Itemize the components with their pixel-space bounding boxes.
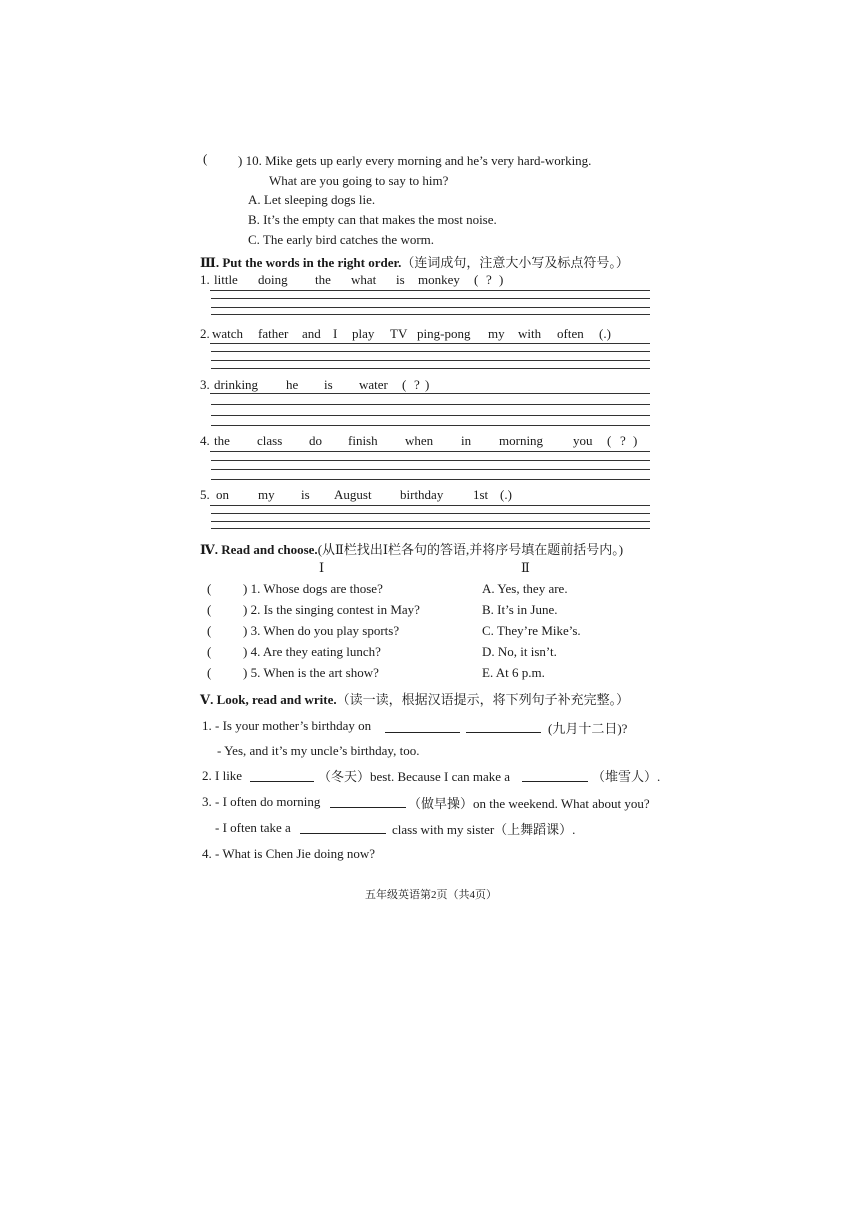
answer-paren[interactable]: ( [207, 581, 212, 596]
matching-answer: A. Yes, they are. [482, 581, 568, 596]
answer-paren[interactable]: ( [207, 623, 212, 638]
writing-line[interactable] [211, 307, 650, 308]
scrambled-word: when [405, 433, 434, 448]
s5-q3-hint: （做早操）on the weekend. What about you? [408, 796, 650, 811]
scrambled-word: (.) [500, 487, 512, 502]
scrambled-word: is [396, 272, 405, 287]
fill-blank[interactable] [385, 732, 460, 733]
answer-paren[interactable]: ( [203, 151, 208, 166]
writing-line[interactable] [211, 298, 650, 299]
scrambled-word: ( [474, 272, 479, 287]
scrambled-word: ) [633, 433, 638, 448]
q10-stem-line2: What are you going to say to him? [269, 173, 449, 188]
scrambled-word: watch [212, 326, 244, 341]
writing-line[interactable] [211, 360, 650, 361]
answer-paren[interactable]: ( [207, 665, 212, 680]
section3-heading [200, 252, 629, 271]
section5-heading [200, 689, 629, 708]
scrambled-word: he [286, 377, 299, 392]
q10-option-c: C. The early bird catches the worm. [248, 232, 435, 247]
fill-blank[interactable] [522, 781, 588, 782]
section3-heading-zh: （连词成句，注意大小写及标点符号。） [401, 255, 629, 270]
matching-question: ) 5. When is the art show? [243, 665, 379, 680]
scrambled-word: I [333, 326, 338, 341]
section4-heading-zh: (从Ⅱ栏找出Ⅰ栏各句的答语,并将序号填在题前括号内。) [317, 542, 624, 557]
fill-blank[interactable] [466, 732, 541, 733]
section5-heading-zh: （读一读，根据汉语提示，将下列句子补充完整。） [336, 692, 630, 707]
item-number: 5. [200, 487, 210, 502]
scrambled-word: ( [402, 377, 407, 392]
s5-q1-text: 1. - Is your mother’s birthday on [202, 718, 372, 733]
writing-line[interactable] [210, 393, 650, 394]
scrambled-word: ? [414, 377, 420, 392]
scrambled-word: the [214, 433, 230, 448]
fill-blank[interactable] [300, 833, 386, 834]
scrambled-word: doing [258, 272, 288, 287]
scrambled-word: 1st [473, 487, 489, 502]
matching-answer: B. It’s in June. [482, 602, 558, 617]
scrambled-word: in [461, 433, 472, 448]
writing-line[interactable] [211, 404, 650, 405]
answer-paren[interactable]: ( [207, 644, 212, 659]
scrambled-word: class [257, 433, 283, 448]
scrambled-word: often [557, 326, 584, 341]
matching-question: ) 3. When do you play sports? [243, 623, 400, 638]
scrambled-word: on [216, 487, 229, 502]
s5-q3-reply-rest: class with my sister（上舞蹈课）. [392, 822, 576, 837]
writing-line[interactable] [210, 343, 650, 344]
writing-line[interactable] [211, 521, 650, 522]
scrambled-word: drinking [214, 377, 259, 392]
scrambled-word: ( [607, 433, 612, 448]
fill-blank[interactable] [250, 781, 314, 782]
item-number: 2. [200, 326, 210, 341]
writing-line[interactable] [210, 451, 650, 452]
writing-line[interactable] [210, 505, 650, 506]
scrambled-word: my [258, 487, 275, 502]
scrambled-word: water [359, 377, 388, 392]
scrambled-word: you [573, 433, 593, 448]
writing-line[interactable] [211, 513, 650, 514]
item-number: 1. [200, 272, 210, 287]
scrambled-word: ) [425, 377, 430, 392]
scrambled-word: ping-pong [417, 326, 471, 341]
writing-line[interactable] [211, 314, 650, 315]
matching-question: ) 4. Are they eating lunch? [243, 644, 381, 659]
section4-heading [200, 539, 623, 558]
scrambled-word: father [258, 326, 289, 341]
scrambled-word: is [324, 377, 333, 392]
writing-line[interactable] [211, 368, 650, 369]
column-two-label: Ⅱ [521, 560, 530, 575]
scrambled-word: the [315, 272, 331, 287]
matching-answer: C. They’re Mike’s. [482, 623, 581, 638]
writing-line[interactable] [211, 351, 650, 352]
s5-q2-text: 2. I like [202, 768, 243, 783]
scrambled-word: what [351, 272, 377, 287]
s5-q1-reply: - Yes, and it’s my uncle’s birthday, too. [217, 743, 420, 758]
item-number: 3. [200, 377, 210, 392]
matching-answer: D. No, it isn’t. [482, 644, 557, 659]
q10-stem: ) 10. Mike gets up early every morning and he’s very hard-working. [238, 153, 592, 168]
matching-answer: E. At 6 p.m. [482, 665, 545, 680]
writing-line[interactable] [211, 469, 650, 470]
scrambled-word: (.) [599, 326, 611, 341]
scrambled-word: is [301, 487, 310, 502]
q10-option-a: A. Let sleeping dogs lie. [248, 192, 376, 207]
scrambled-word: my [488, 326, 505, 341]
s5-q4-text: 4. - What is Chen Jie doing now? [202, 846, 376, 861]
answer-paren[interactable]: ( [207, 602, 212, 617]
writing-line[interactable] [211, 460, 650, 461]
scrambled-word: with [518, 326, 542, 341]
scrambled-word: monkey [418, 272, 460, 287]
section5-heading-en: Ⅴ. Look, read and write. [200, 692, 337, 707]
scrambled-word: little [214, 272, 238, 287]
scrambled-word: ? [486, 272, 492, 287]
fill-blank[interactable] [330, 807, 406, 808]
scrambled-word: ) [499, 272, 504, 287]
matching-question: ) 1. Whose dogs are those? [243, 581, 383, 596]
section4-heading-en: Ⅳ. Read and choose. [200, 542, 318, 557]
page-footer: 五年级英语第2页（共4页） [365, 889, 497, 901]
writing-line[interactable] [210, 290, 650, 291]
writing-line[interactable] [211, 528, 650, 529]
scrambled-word: morning [499, 433, 544, 448]
s5-q2-hint2: （堆雪人）. [592, 769, 661, 784]
writing-line[interactable] [211, 415, 650, 416]
s5-q3-reply: - I often take a [215, 820, 291, 835]
scrambled-word: ? [620, 433, 626, 448]
scrambled-word: TV [390, 326, 408, 341]
item-number: 4. [200, 433, 210, 448]
scrambled-word: August [334, 487, 372, 502]
section3-heading-en: Ⅲ. Put the words in the right order. [200, 255, 402, 270]
scrambled-word: do [309, 433, 322, 448]
writing-line[interactable] [211, 479, 650, 480]
s5-q3-text: 3. - I often do morning [202, 794, 321, 809]
scrambled-word: birthday [400, 487, 444, 502]
s5-q1-hint: (九月十二日)? [548, 721, 628, 736]
s5-q2-hint: （冬天）best. Because I can make a [318, 769, 511, 784]
scrambled-word: finish [348, 433, 378, 448]
column-one-label: Ⅰ [319, 560, 325, 575]
scrambled-word: and [302, 326, 321, 341]
writing-line[interactable] [211, 425, 650, 426]
scrambled-word: play [352, 326, 375, 341]
q10-option-b: B. It’s the empty can that makes the most noise. [248, 212, 497, 227]
matching-question: ) 2. Is the singing contest in May? [243, 602, 420, 617]
